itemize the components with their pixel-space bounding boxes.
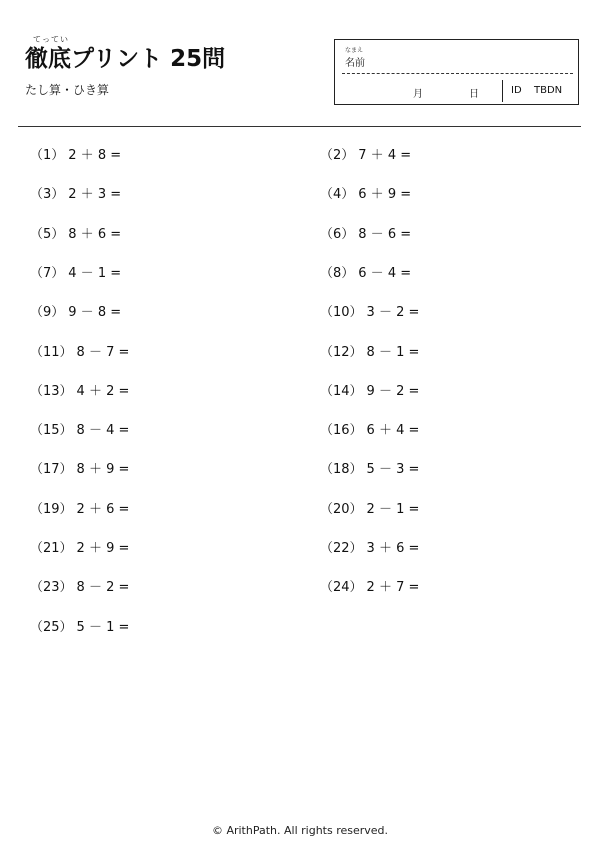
title-ruby: てってい [33,35,69,44]
problem-expression: 6 ＋ 9 = [358,187,412,203]
problem-number: （25） [30,619,73,635]
page-title: 徹底プリント 25問 [25,46,226,72]
problem-expression: 2 － 1 = [366,501,420,517]
problem-number: （16） [320,423,363,439]
problem-expression: 8 － 2 = [76,580,130,596]
problem-expression: 7 ＋ 4 = [358,148,412,163]
id-label: ID [511,85,522,96]
problem-item [30,616,129,635]
problem-number: （3） [30,187,65,203]
problem-expression: 5 － 1 = [76,619,130,635]
problem-expression: 5 － 3 = [366,462,420,478]
problem-item [320,183,411,202]
problem-number: （17） [30,462,73,478]
problem-item [30,576,129,595]
problem-item [30,301,121,320]
problem-item [320,144,411,163]
name-label: 名前 [345,58,365,69]
page-subtitle: たし算・ひき算 [25,83,110,97]
problem-number: （7） [30,265,65,281]
problem-expression: 8 ＋ 6 = [68,226,122,242]
header-divider [18,126,581,127]
problem-number: （19） [30,501,73,517]
problem-number: （12） [320,344,363,360]
name-date-box [334,39,579,105]
problem-expression: 8 ＋ 9 = [76,462,130,478]
problem-number: （20） [320,501,363,517]
problem-item [30,144,121,163]
problem-number: （21） [30,541,73,556]
problem-expression: 8 － 1 = [366,344,420,360]
problem-expression: 2 ＋ 3 = [68,187,122,203]
problem-expression: 6 ＋ 4 = [366,423,420,439]
problem-item [320,537,419,556]
problem-item [320,419,419,438]
problem-expression: 8 － 4 = [76,423,130,439]
name-ruby: なまえ [345,47,364,54]
problem-number: （11） [30,344,73,360]
problem-number: （22） [320,541,363,556]
id-value: TBDN [534,85,563,96]
problem-number: （23） [30,580,73,596]
problem-number: （18） [320,462,363,478]
problem-expression: 4 － 1 = [68,265,122,281]
problem-item [320,380,419,399]
problem-item [320,576,419,595]
problem-number: （1） [30,148,65,163]
problem-number: （8） [320,265,355,281]
problem-expression: 6 － 4 = [358,265,412,281]
problem-number: （14） [320,383,363,399]
problem-number: （24） [320,580,363,596]
problem-expression: 3 ＋ 6 = [366,541,420,556]
problem-expression: 2 ＋ 9 = [76,541,130,556]
day-label: 日 [469,89,479,100]
problem-item [30,341,129,360]
problem-item [30,419,129,438]
problem-item [30,262,121,281]
problem-item [30,537,129,556]
problem-expression: 8 － 6 = [358,226,412,242]
problem-item [320,262,411,281]
problem-expression: 3 － 2 = [366,305,420,321]
problem-item [30,183,121,202]
problem-expression: 9 － 2 = [366,383,420,399]
problem-item [30,458,129,477]
problem-item [320,341,419,360]
problem-number: （2） [320,148,355,163]
name-dotted-line [342,73,573,74]
problem-item [320,301,419,320]
copyright-footer: © ArithPath. All rights reserved. [211,824,389,837]
problem-number: （15） [30,423,73,439]
problem-item [320,458,419,477]
problem-expression: 2 ＋ 8 = [68,148,122,163]
id-divider [502,80,503,102]
problem-item [320,223,411,242]
problem-item [30,223,121,242]
problem-number: （13） [30,383,73,399]
problem-number: （5） [30,226,65,242]
problem-expression: 2 ＋ 7 = [366,580,420,596]
problem-number: （10） [320,305,363,321]
problem-item [30,498,129,517]
problem-expression: 8 － 7 = [76,344,130,360]
problem-number: （4） [320,187,355,203]
problem-expression: 2 ＋ 6 = [76,501,130,517]
problem-expression: 4 ＋ 2 = [76,383,130,399]
problem-number: （6） [320,226,355,242]
month-label: 月 [413,89,423,100]
problem-expression: 9 － 8 = [68,305,122,321]
problem-item [320,498,419,517]
problem-number: （9） [30,305,65,321]
problem-item [30,380,129,399]
